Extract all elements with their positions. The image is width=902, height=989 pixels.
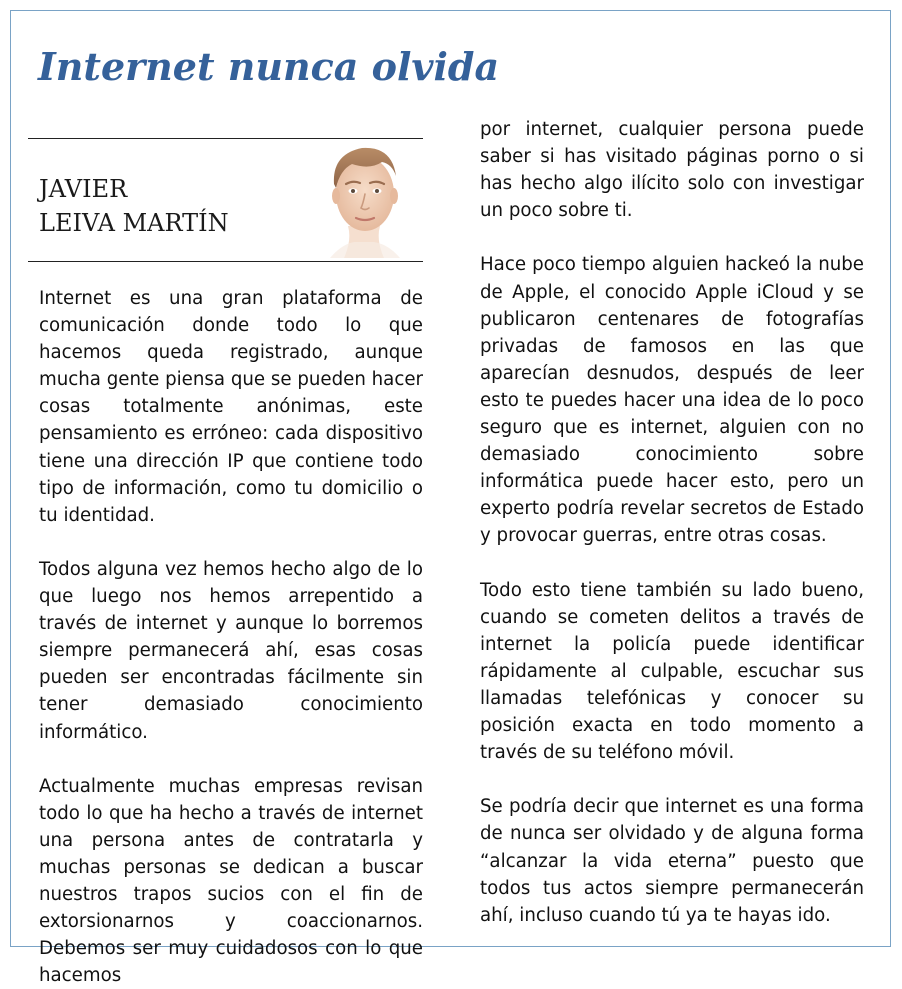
left-column [39, 285, 423, 989]
article-title: Internet nunca olvida [38, 44, 500, 89]
author-rule-top [28, 138, 423, 139]
paragraph: Actualmente muchas empresas revisan todo lo que ha hecho a través de internet una persona antes de contratarla y muchas personas se dedican a buscar nuestros trapos sucios con el fin de extorsionarnos y coaccionarnos. Debemos ser muy cuidadosos con lo que hacemos [39, 775, 423, 987]
author-first-name: JAVIER [39, 175, 128, 203]
paragraph: Todo esto tiene también su lado bueno, cuando se cometen delitos a través de internet la policía puede identificar rápidamente al culpable, escuchar sus llamadas telefónicas y conocer su posición exacta en todo momento a través de su teléfono móvil. [480, 579, 864, 764]
author-rule-bottom [28, 261, 423, 262]
paragraph: Internet es una gran plataforma de comunicación donde todo lo que hacemos queda registrado, aunque mucha gente piensa que se pueden hacer cosas totalmente anónimas, este pensamiento es erróneo: cada dispositivo tiene una dirección IP que contiene todo tipo de información, como tu domicilio o tu identidad. [39, 288, 423, 526]
paragraph: por internet, cualquier persona puede saber si has visitado páginas porno o si has hecho algo ilícito solo con investigar un poco sobre ti. [480, 119, 864, 222]
author-name [39, 172, 229, 240]
paragraph: Se podría decir que internet es una forma de nunca ser olvidado y de alguna forma “alcanzar la vida eterna” puesto que todos tus actos siempre permanecerán ahí, incluso cuando tú ya te hayas ido. [480, 796, 864, 926]
author-last-name: LEIVA MARTÍN [39, 209, 229, 237]
paragraph: Hace poco tiempo alguien hackeó la nube de Apple, el conocido Apple iCloud y se publicaron centenares de fotografías privadas de famosos en las que aparecían desnudos, después de leer esto te puedes hacer una idea de lo poco seguro que es internet, alguien con no demasiado conocimiento sobre informática puede hacer esto, pero un experto podría revelar secretos de Estado y provocar guerras, entre otras cosas. [480, 254, 864, 547]
right-column [480, 116, 864, 929]
author-portrait [322, 140, 406, 258]
paragraph: Todos alguna vez hemos hecho algo de lo que luego nos hemos arrepentido a través de internet y aunque lo borremos siempre permanecerá ahí, esas cosas pueden ser encontradas fácilmente sin tener demasiado conocimiento informático. [39, 558, 423, 743]
